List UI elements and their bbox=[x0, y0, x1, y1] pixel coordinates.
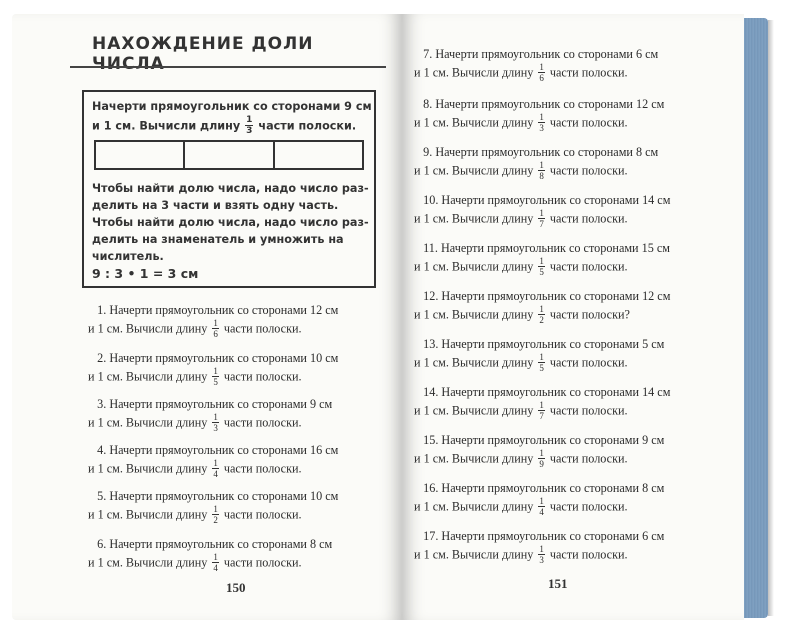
exercise-line-2 bbox=[88, 367, 338, 388]
fraction-denominator: 8 bbox=[539, 171, 544, 181]
fraction bbox=[538, 400, 545, 421]
exercise-line-1 bbox=[88, 396, 332, 413]
exercise-17 bbox=[414, 528, 664, 566]
exercise-text: части полоски. bbox=[223, 555, 302, 570]
exercise-12 bbox=[414, 288, 670, 326]
strip-cell bbox=[185, 142, 274, 168]
fraction bbox=[212, 552, 219, 573]
fraction-denominator: 2 bbox=[213, 515, 218, 525]
fraction bbox=[538, 544, 545, 565]
fraction-denominator: 7 bbox=[539, 411, 544, 421]
fraction-denominator: 4 bbox=[213, 469, 218, 479]
title-underline bbox=[70, 66, 386, 68]
fraction-numerator: 1 bbox=[539, 256, 544, 266]
exercise-number: 10. bbox=[423, 193, 439, 207]
exercise-line-2 bbox=[414, 449, 664, 470]
exercise-line-1 bbox=[88, 302, 338, 319]
exercise-6 bbox=[88, 536, 332, 574]
exercise-3 bbox=[88, 396, 332, 434]
exercise-text: Начерти прямоугольник со сторонами 5 см bbox=[441, 337, 665, 351]
exercise-text: и 1 см. Вычисли длину bbox=[88, 415, 208, 430]
exercise-number: 7. bbox=[423, 47, 433, 61]
exercise-text: и 1 см. Вычисли длину bbox=[414, 211, 534, 226]
exercise-text: и 1 см. Вычисли длину bbox=[414, 163, 534, 178]
exercise-line-1 bbox=[414, 384, 670, 401]
exercise-line-2 bbox=[414, 545, 664, 566]
exercise-line-2 bbox=[88, 413, 332, 434]
exercise-text: части полоски. bbox=[549, 355, 628, 370]
page-number-left: 150 bbox=[226, 580, 246, 595]
exercise-number: 8. bbox=[423, 97, 433, 111]
exercise-text: Начерти прямоугольник со сторонами 12 см bbox=[435, 97, 665, 111]
exercise-line-2 bbox=[414, 209, 670, 230]
fraction-numerator: 1 bbox=[213, 458, 218, 468]
fraction-numerator: 1 bbox=[246, 115, 253, 125]
fraction-denominator: 5 bbox=[539, 363, 544, 373]
exercise-line-1 bbox=[414, 480, 664, 497]
exercise-5 bbox=[88, 488, 338, 526]
exercise-line-2 bbox=[414, 401, 670, 422]
exercise-number: 14. bbox=[423, 385, 439, 399]
exercise-text: части полоски. bbox=[549, 115, 628, 130]
exercise-8 bbox=[414, 96, 664, 134]
exercise-line-2 bbox=[88, 553, 332, 574]
exercise-line-2 bbox=[414, 113, 664, 134]
rule-box bbox=[82, 90, 376, 288]
fraction bbox=[538, 496, 545, 517]
fraction bbox=[538, 62, 545, 83]
exercise-number: 1. bbox=[97, 303, 107, 317]
rule-example: 9 : 3 • 1 = 3 см bbox=[92, 266, 199, 281]
fraction-numerator: 1 bbox=[539, 352, 544, 362]
exercise-15 bbox=[414, 432, 664, 470]
fraction bbox=[538, 352, 545, 373]
exercise-text: части полоски. bbox=[549, 499, 628, 514]
fraction bbox=[538, 256, 545, 277]
fraction bbox=[538, 112, 545, 133]
exercise-line-2 bbox=[414, 63, 658, 84]
fraction bbox=[245, 115, 253, 136]
exercise-line-1 bbox=[414, 46, 658, 63]
fraction bbox=[538, 448, 545, 469]
exercise-number: 2. bbox=[97, 351, 107, 365]
fraction-denominator: 6 bbox=[213, 329, 218, 339]
page-edges bbox=[744, 18, 768, 618]
exercise-text: Начерти прямоугольник со сторонами 10 см bbox=[109, 489, 339, 503]
exercise-number: 16. bbox=[423, 481, 439, 495]
exercise-line-1 bbox=[414, 240, 670, 257]
rule-text-line: Чтобы найти долю числа, надо число раз- bbox=[92, 216, 369, 229]
fraction-numerator: 1 bbox=[539, 160, 544, 170]
exercise-text: и 1 см. Вычисли длину bbox=[414, 115, 534, 130]
exercise-line-1 bbox=[414, 192, 670, 209]
exercise-line-1 bbox=[88, 488, 338, 505]
exercise-line-2 bbox=[88, 505, 338, 526]
exercise-16 bbox=[414, 480, 664, 518]
exercise-line-1 bbox=[88, 536, 332, 553]
exercise-line-1 bbox=[414, 144, 658, 161]
fraction-numerator: 1 bbox=[539, 112, 544, 122]
exercise-number: 12. bbox=[423, 289, 439, 303]
exercise-7 bbox=[414, 46, 658, 84]
exercise-text: Начерти прямоугольник со сторонами 9 см bbox=[441, 433, 665, 447]
fraction bbox=[538, 304, 545, 325]
exercise-text: Начерти прямоугольник со сторонами 12 см bbox=[441, 289, 671, 303]
exercise-number: 6. bbox=[97, 537, 107, 551]
fraction-denominator: 3 bbox=[539, 123, 544, 133]
exercise-line-2 bbox=[414, 305, 670, 326]
exercise-number: 17. bbox=[423, 529, 439, 543]
exercise-text: части полоски. bbox=[549, 403, 628, 418]
page-number-right: 151 bbox=[548, 576, 568, 591]
exercise-text: Начерти прямоугольник со сторонами 14 см bbox=[441, 193, 671, 207]
rule-line-2-text: и 1 см. Вычисли длину bbox=[92, 119, 241, 133]
fraction-numerator: 1 bbox=[213, 552, 218, 562]
exercise-1 bbox=[88, 302, 338, 340]
page-title: НАХОЖДЕНИЕ ДОЛИ ЧИСЛА bbox=[92, 34, 314, 74]
exercise-text: Начерти прямоугольник со сторонами 15 см bbox=[440, 241, 670, 255]
exercise-text: и 1 см. Вычисли длину bbox=[414, 403, 534, 418]
fraction-denominator: 4 bbox=[539, 507, 544, 517]
fraction-numerator: 1 bbox=[539, 304, 544, 314]
exercise-text: части полоски. bbox=[549, 451, 628, 466]
exercise-text: части полоски. bbox=[549, 259, 628, 274]
exercise-line-1 bbox=[88, 442, 338, 459]
exercise-text: и 1 см. Вычисли длину bbox=[414, 259, 534, 274]
fraction-numerator: 1 bbox=[213, 366, 218, 376]
rule-line-2-end: части полоски. bbox=[258, 119, 357, 133]
exercise-text: Начерти прямоугольник со сторонами 6 см bbox=[435, 47, 659, 61]
exercise-line-2 bbox=[88, 319, 338, 340]
fraction-denominator: 5 bbox=[539, 267, 544, 277]
fraction bbox=[212, 412, 219, 433]
fraction-denominator: 3 bbox=[539, 555, 544, 565]
exercise-number: 15. bbox=[423, 433, 439, 447]
exercise-text: Начерти прямоугольник со сторонами 10 см bbox=[109, 351, 339, 365]
strip-diagram bbox=[94, 140, 364, 170]
exercise-text: части полоски. bbox=[223, 507, 302, 522]
exercise-number: 4. bbox=[97, 443, 107, 457]
fraction bbox=[538, 160, 545, 181]
exercise-10 bbox=[414, 192, 670, 230]
exercise-line-1 bbox=[414, 288, 670, 305]
exercise-text: Начерти прямоугольник со сторонами 8 см bbox=[109, 537, 333, 551]
exercise-number: 11. bbox=[423, 241, 438, 255]
rule-text-line: делить на знаменатель и умножить на bbox=[92, 233, 344, 246]
exercise-text: и 1 см. Вычисли длину bbox=[88, 507, 208, 522]
fraction-denominator: 7 bbox=[539, 219, 544, 229]
exercise-text: Начерти прямоугольник со сторонами 6 см bbox=[441, 529, 665, 543]
fraction-denominator: 3 bbox=[246, 126, 253, 136]
fraction-numerator: 1 bbox=[539, 496, 544, 506]
exercise-text: части полоски. bbox=[549, 65, 628, 80]
rule-line-2 bbox=[92, 116, 356, 137]
exercise-text: части полоски. bbox=[223, 369, 302, 384]
strip-cell bbox=[275, 142, 362, 168]
exercise-text: части полоски. bbox=[223, 461, 302, 476]
exercise-text: части полоски. bbox=[549, 163, 628, 178]
exercise-11 bbox=[414, 240, 670, 278]
exercise-line-1 bbox=[414, 96, 664, 113]
exercise-text: Начерти прямоугольник со сторонами 8 см bbox=[441, 481, 665, 495]
exercise-number: 5. bbox=[97, 489, 107, 503]
fraction-numerator: 1 bbox=[539, 62, 544, 72]
exercise-4 bbox=[88, 442, 338, 480]
fraction bbox=[212, 504, 219, 525]
exercise-text: части полоски. bbox=[223, 415, 302, 430]
exercise-text: Начерти прямоугольник со сторонами 16 см bbox=[109, 443, 339, 457]
exercise-line-1 bbox=[88, 350, 338, 367]
exercise-text: и 1 см. Вычисли длину bbox=[414, 307, 534, 322]
fraction-numerator: 1 bbox=[539, 208, 544, 218]
exercise-line-2 bbox=[414, 257, 670, 278]
exercise-text: и 1 см. Вычисли длину bbox=[414, 355, 534, 370]
exercise-line-2 bbox=[414, 497, 664, 518]
exercise-text: и 1 см. Вычисли длину bbox=[414, 499, 534, 514]
fraction bbox=[212, 318, 219, 339]
exercise-text: и 1 см. Вычисли длину bbox=[88, 321, 208, 336]
fraction bbox=[212, 458, 219, 479]
rule-line-1: Начерти прямоугольник со сторонами 9 см bbox=[92, 100, 372, 113]
exercise-line-1 bbox=[414, 528, 664, 545]
fraction-numerator: 1 bbox=[213, 412, 218, 422]
exercise-text: Начерти прямоугольник со сторонами 9 см bbox=[109, 397, 333, 411]
exercise-line-2 bbox=[414, 161, 658, 182]
exercise-text: и 1 см. Вычисли длину bbox=[414, 547, 534, 562]
fraction-denominator: 3 bbox=[213, 423, 218, 433]
book-shadow bbox=[768, 20, 774, 616]
fraction-numerator: 1 bbox=[539, 544, 544, 554]
exercise-text: части полоски. bbox=[549, 547, 628, 562]
exercise-line-2 bbox=[414, 353, 664, 374]
fraction-denominator: 6 bbox=[539, 73, 544, 83]
exercise-text: и 1 см. Вычисли длину bbox=[414, 65, 534, 80]
fraction-denominator: 2 bbox=[539, 315, 544, 325]
rule-text-line: делить на 3 части и взять одну часть. bbox=[92, 199, 339, 212]
exercise-text: части полоски. bbox=[549, 211, 628, 226]
strip-cell bbox=[96, 142, 185, 168]
exercise-text: Начерти прямоугольник со сторонами 14 см bbox=[441, 385, 671, 399]
fraction-denominator: 4 bbox=[213, 563, 218, 573]
exercise-number: 9. bbox=[423, 145, 433, 159]
exercise-text: Начерти прямоугольник со сторонами 8 см bbox=[435, 145, 659, 159]
rule-text-line: Чтобы найти долю числа, надо число раз- bbox=[92, 182, 369, 195]
exercise-number: 13. bbox=[423, 337, 439, 351]
rule-text-line: числитель. bbox=[92, 250, 164, 263]
exercise-line-1 bbox=[414, 336, 664, 353]
exercise-text: части полоски? bbox=[549, 307, 630, 322]
exercise-14 bbox=[414, 384, 670, 422]
exercise-text: и 1 см. Вычисли длину bbox=[88, 555, 208, 570]
fraction-denominator: 5 bbox=[213, 377, 218, 387]
exercise-text: и 1 см. Вычисли длину bbox=[414, 451, 534, 466]
exercise-9 bbox=[414, 144, 658, 182]
exercise-text: и 1 см. Вычисли длину bbox=[88, 369, 208, 384]
fraction bbox=[538, 208, 545, 229]
exercise-text: Начерти прямоугольник со сторонами 12 см bbox=[109, 303, 339, 317]
fraction-denominator: 9 bbox=[539, 459, 544, 469]
exercise-line-1 bbox=[414, 432, 664, 449]
exercise-line-2 bbox=[88, 459, 338, 480]
fraction bbox=[212, 366, 219, 387]
exercise-number: 3. bbox=[97, 397, 107, 411]
fraction-numerator: 1 bbox=[539, 448, 544, 458]
exercise-2 bbox=[88, 350, 338, 388]
exercise-13 bbox=[414, 336, 664, 374]
fraction-numerator: 1 bbox=[213, 504, 218, 514]
fraction-numerator: 1 bbox=[213, 318, 218, 328]
fraction-numerator: 1 bbox=[539, 400, 544, 410]
exercise-text: части полоски. bbox=[223, 321, 302, 336]
exercise-text: и 1 см. Вычисли длину bbox=[88, 461, 208, 476]
